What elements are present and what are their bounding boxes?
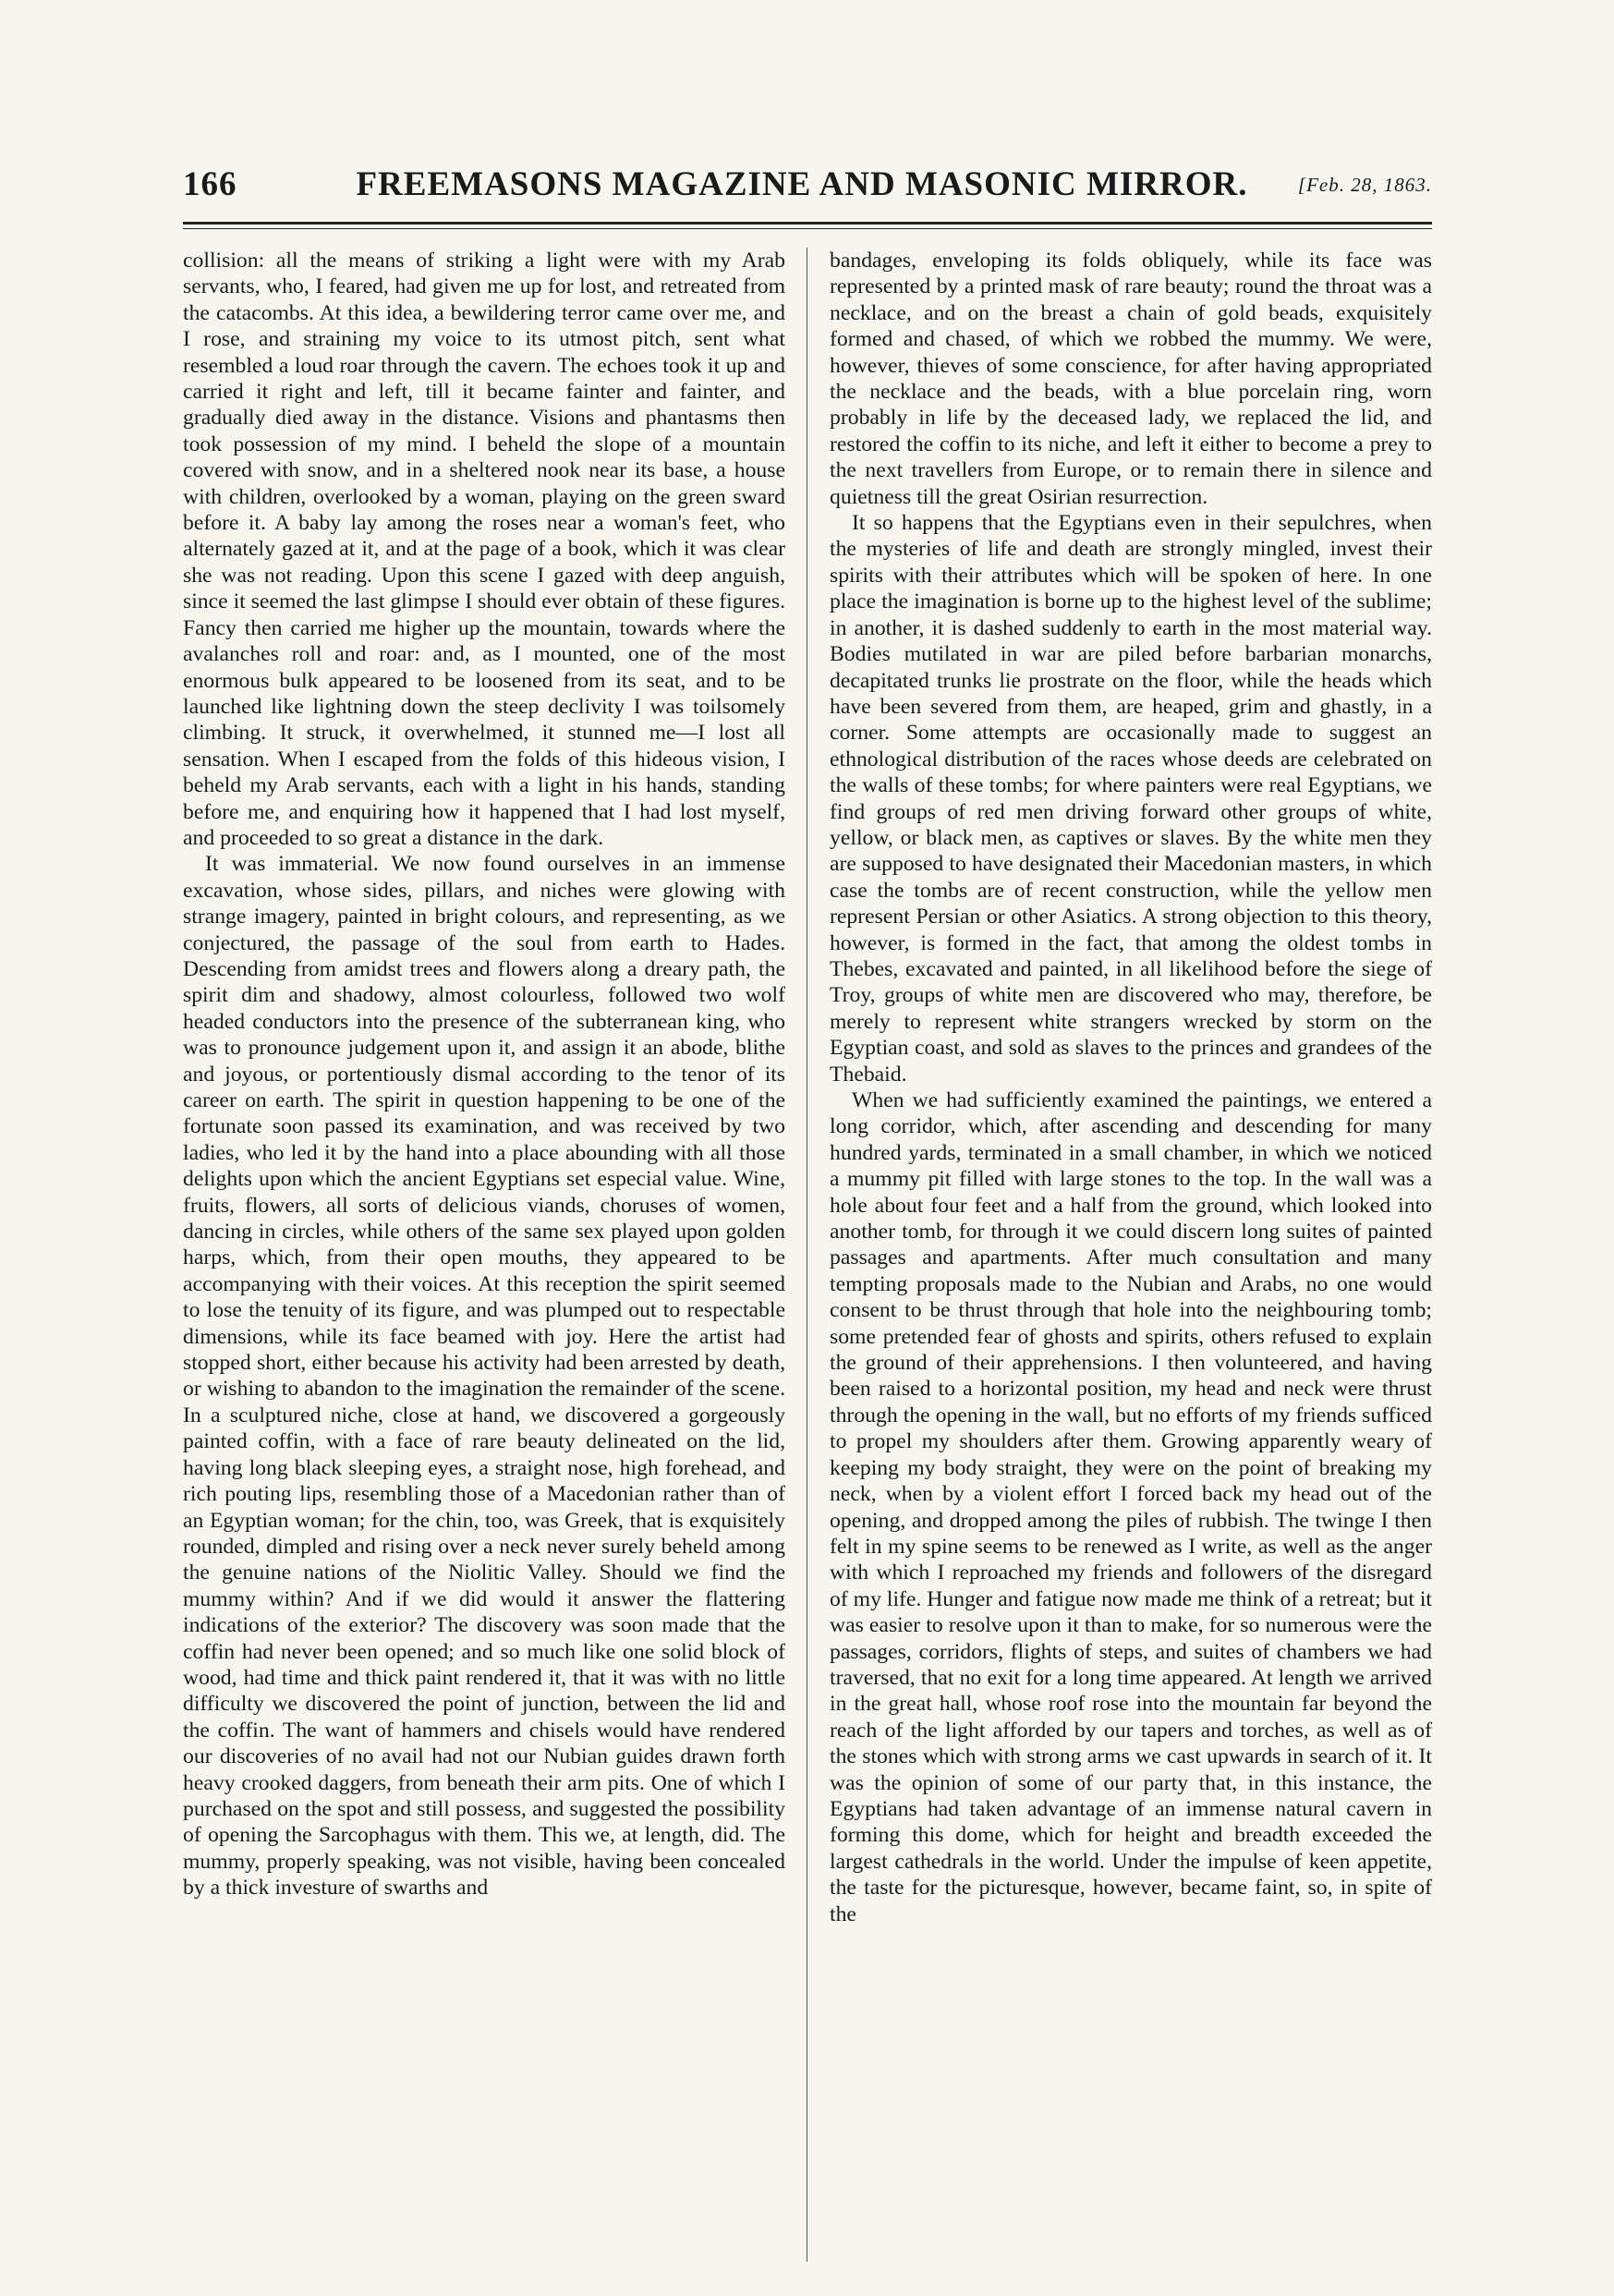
right-paragraph-3: When we had sufficiently examined the paintings, we entered a long corridor, which, after ascending and descending for many hundred yards, terminated in a small chamber, in which we noticed a mummy pit filled with large stones to the top. In the wall was a hole about four feet and a half from the ground, which looked into another tomb, for through it we could discern long suites of painted passages and apartments. After much consultation and many tempting proposals made to the Nubian and Arabs, no one would consent to be thrust through that hole into the neighbouring tomb; some pretended fear of ghosts and spirits, others refused to explain the ground of their apprehensions. I then volunteered, and having been raised to a horizontal position, my head and neck were thrust through the opening in the wall, but no efforts of my friends sufficed to propel my shoulders after them. Growing apparently weary of keeping my body straight, they were on the point of breaking my neck, when by a violent effort I forced back my head out of the opening, and dropped among the piles of rubbish. The twinge I then felt in my spine seems to be renewed as I write, as well as the anger with which I reproached my friends and followers of the disregard of my life. Hunger and fatigue now made me think of a retreat; but it was easier to resolve upon it than to make, for so numerous were the passages, corridors, flights of steps, and suites of chambers we had traversed, that no exit for a long time appeared. At length we arrived in the great hall, whose roof rose into the mountain far beyond the reach of the light afforded by our tapers and torches, as well as of the stones which with strong arms we cast upwards in search of it. It was the opinion of some of our party that, in this instance, the Egyptians had taken advantage of an immense natural cavern in forming this dome, which for height and breadth exceeded the largest cathedrals in the world. Under the impulse of keen appetite, the taste for the picturesque, however, became faint, so, in spite of the [830, 1088, 1432, 1926]
article-columns [183, 248, 1432, 2262]
right-paragraph-2: It so happens that the Egyptians even in their sepulchres, when the mysteries of life and death are strongly mingled, invest their spirits with their attributes which will be spoken of here. In one place the imagination is borne up to the highest level of the sublime; in another, it is dashed suddenly to earth in the most material way. Bodies mutilated in war are piled before barbarian monarchs, decapitated trunks lie prostrate on the floor, while the heads which have been severed from them, are heaped, grim and ghastly, in a corner. Some attempts are occasionally made to suggest an ethnological distribution of the races whose deeds are celebrated on the walls of these tombs; for where painters were real Egyptians, we find groups of red men driving forward other groups of white, yellow, or black men, as captives or slaves. By the white men they are supposed to have designated their Macedonian masters, in which case the tombs are of recent construction, while the yellow men represent Persian or other Asiatics. A strong objection to this theory, however, is formed in the fact, that among the oldest tombs in Thebes, excavated and painted, in all likelihood before the siege of Troy, groups of white men are discovered who may, therefore, be merely to represent white strangers wrecked by storm on the Egyptian coast, and sold as slaves to the princes and grandees of the Thebaid. [830, 511, 1432, 1087]
header-rule-thick [183, 222, 1432, 225]
left-paragraph-2: It was immaterial. We now found ourselves in an immense excavation, whose sides, pillars, and niches were glowing with strange imagery, painted in bright colours, and representing, as we conjectured, the passage of the soul from earth to Hades. Descending from amidst trees and flowers along a dreary path, the spirit dim and shadowy, almost colourless, followed two wolf headed conductors into the presence of the subterranean king, who was to pronounce judgement upon it, and assign it an abode, blithe and joyous, or portentiously dismal according to the tenor of its career on earth. The spirit in question happening to be one of the fortunate soon passed its examination, and was received by two ladies, who led it by the hand into a place abounding with all those delights upon which the ancient Egyptians set especial value. Wine, fruits, flowers, all sorts of delicious viands, choruses of women, dancing in circles, while others of the same sex played upon golden harps, which, from their open mouths, they appeared to be accompanying with their voices. At this reception the spirit seemed to lose the tenuity of its figure, and was plumped out to respectable dimensions, while its face beamed with joy. Here the artist had stopped short, either because his activity had been arrested by death, or wishing to abandon to the imagination the remainder of the scene. In a sculptured niche, close at hand, we discovered a gorgeously painted coffin, with a face of rare beauty delineated on the lid, having long black sleeping eyes, a straight nose, high forehead, and rich pouting lips, resembling those of a Macedonian rather than of an Egyptian woman; for the chin, too, was Greek, that is exquisitely rounded, dimpled and rising over a neck never surely beheld among the genuine nations of the Niolitic Valley. Should we find the mummy within? And if we did would it answer the flattering indications of the exterior? The discovery was soon made that the coffin had never been opened; and so much like one solid block of wood, had time and thick paint rendered it, that it was with no little difficulty we discovered the point of junction, between the lid and the coffin. The want of hammers and chisels would have rendered our discoveries of no avail had not our Nubian guides drawn forth heavy crooked daggers, from beneath their arm pits. One of which I purchased on the spot and still possess, and suggested the possibility of opening the Sarcophagus with them. This we, at length, did. The mummy, properly speaking, was not visible, having been concealed by a thick investure of swarths and [183, 852, 785, 1901]
page-header [183, 164, 1432, 220]
page-number: 166 [183, 165, 237, 203]
left-paragraph-1: collision: all the means of striking a light were with my Arab servants, who, I feared, had given me up for lost, and retreated from the catacombs. At this idea, a bewildering terror came over me, and I rose, and straining my voice to its utmost pitch, sent what resembled a loud roar through the cavern. The echoes took it up and carried it right and left, till it became fainter and fainter, and gradually died away in the distance. Visions and phantasms then took possession of my mind. I beheld the slope of a mountain covered with snow, and in a sheltered nook near its base, a house with children, overlooked by a woman, playing on the green sward before it. A baby lay among the roses near a woman's feet, who alternately gazed at it, and at the page of a book, which it was clear she was not reading. Upon this scene I gazed with deep anguish, since it seemed the last glimpse I should ever obtain of these figures. Fancy then carried me higher up the mountain, towards where the avalanches roll and roar: and, as I mounted, one of the most enormous bulk appeared to be loosened from its seat, and to be launched like lightning down the steep declivity I was toilsomely climbing. It struck, it overwhelmed, it stunned me—I lost all sensation. When I escaped from the folds of this hideous vision, I beheld my Arab servants, each with a light in his hands, standing before me, and enquiring how it happened that I had lost myself, and proceeded to so great a distance in the dark. [183, 249, 785, 850]
right-paragraph-1: bandages, enveloping its folds obliquely, while its face was represented by a printed mask of rare beauty; round the throat was a necklace, and on the breast a chain of gold beads, exquisitely formed and chased, of which we robbed the mummy. We were, however, thieves of some conscience, for after having appropriated the necklace and the beads, with a blue porcelain ring, worn probably in life by the deceased lady, we replaced the lid, and restored the coffin to its niche, and left it either to become a prey to the next travellers from Europe, or to remain there in silence and quietness till the great Osirian resurrection. [830, 249, 1432, 509]
left-column [183, 248, 785, 2262]
issue-date: [Feb. 28, 1863. [1297, 174, 1432, 196]
right-column [830, 248, 1432, 2262]
masthead-title: FREEMASONS MAGAZINE AND MASONIC MIRROR. [356, 165, 1248, 203]
header-rule-thin [183, 228, 1432, 229]
